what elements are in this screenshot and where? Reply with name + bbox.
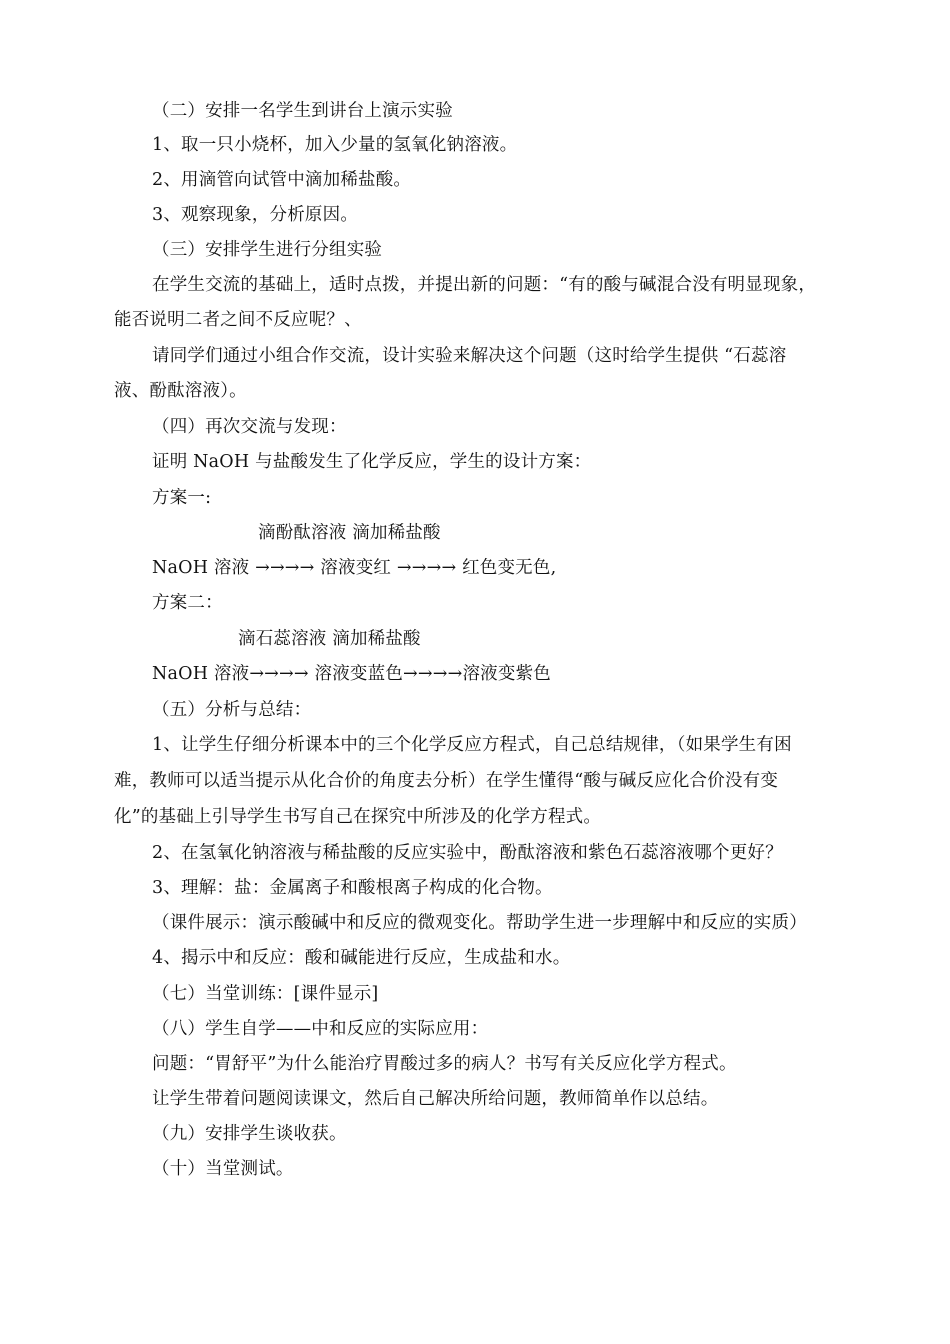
section-heading-2: （二）安排一名学生到讲台上演示实验 (152, 101, 453, 121)
paragraph-line: （课件展示：演示酸碱中和反应的微观变化。帮助学生进一步理解中和反应的实质） (152, 913, 807, 933)
paragraph-line: 化”的基础上引导学生书写自己在探究中所涉及的化学方程式。 (114, 807, 602, 827)
paragraph-line: 能否说明二者之间不反应呢？、 (114, 310, 362, 330)
step-1: 1、取一只小烧杯，加入少量的氢氧化钠溶液。 (152, 135, 518, 155)
paragraph-line: 液、酚酞溶液）。 (114, 381, 247, 401)
paragraph-line: 4、揭示中和反应：酸和碱能进行反应，生成盐和水。 (152, 948, 571, 968)
paragraph-line: 难，教师可以适当提示从化合价的角度去分析）在学生懂得“酸与碱反应化合价没有变 (114, 771, 779, 791)
paragraph-line: 在学生交流的基础上，适时点拨，并提出新的问题：“有的酸与碱混合没有明显现象， (152, 275, 817, 295)
plan-1-reaction: NaOH 溶液 →→→→ 溶液变红 →→→→ 红色变无色, (152, 558, 557, 578)
section-heading-4: （四）再次交流与发现： (152, 417, 347, 437)
plan-2-label: 方案二： (152, 593, 223, 613)
paragraph-line: 问题：“胃舒平”为什么能治疗胃酸过多的病人？书写有关反应化学方程式。 (152, 1054, 737, 1074)
section-heading-3: （三）安排学生进行分组实验 (152, 240, 383, 260)
section-heading-10: （十）当堂测试。 (152, 1159, 294, 1179)
paragraph-line: 2、在氢氧化钠溶液与稀盐酸的反应实验中，酚酞溶液和紫色石蕊溶液哪个更好？ (152, 843, 783, 863)
plan-2-reagents: 滴石蕊溶液 滴加稀盐酸 (238, 629, 421, 649)
plan-1-label: 方案一: (152, 488, 212, 508)
section-heading-8: （八）学生自学——中和反应的实际应用： (152, 1019, 489, 1039)
paragraph-line: 1、让学生仔细分析课本中的三个化学反应方程式，自己总结规律，（如果学生有困 (152, 735, 792, 755)
section-heading-7: （七）当堂训练：[课件显示] (152, 984, 379, 1004)
section-heading-5: （五）分析与总结： (152, 700, 312, 720)
paragraph-line: 3、理解：盐：金属离子和酸根离子构成的化合物。 (152, 878, 553, 898)
section-heading-9: （九）安排学生谈收获。 (152, 1124, 347, 1144)
plan-2-reaction: NaOH 溶液→→→→ 溶液变蓝色→→→→溶液变紫色 (152, 664, 551, 684)
step-2: 2、用滴管向试管中滴加稀盐酸。 (152, 170, 412, 190)
paragraph-line: 证明 NaOH 与盐酸发生了化学反应，学生的设计方案： (152, 452, 592, 472)
paragraph-line: 请同学们通过小组合作交流，设计实验来解决这个问题（这时给学生提供 “石蕊溶 (152, 346, 787, 366)
plan-1-reagents: 滴酚酞溶液 滴加稀盐酸 (258, 523, 441, 543)
step-3: 3、观察现象，分析原因。 (152, 205, 359, 225)
paragraph-line: 让学生带着问题阅读课文，然后自己解决所给问题，教师简单作以总结。 (152, 1089, 719, 1109)
